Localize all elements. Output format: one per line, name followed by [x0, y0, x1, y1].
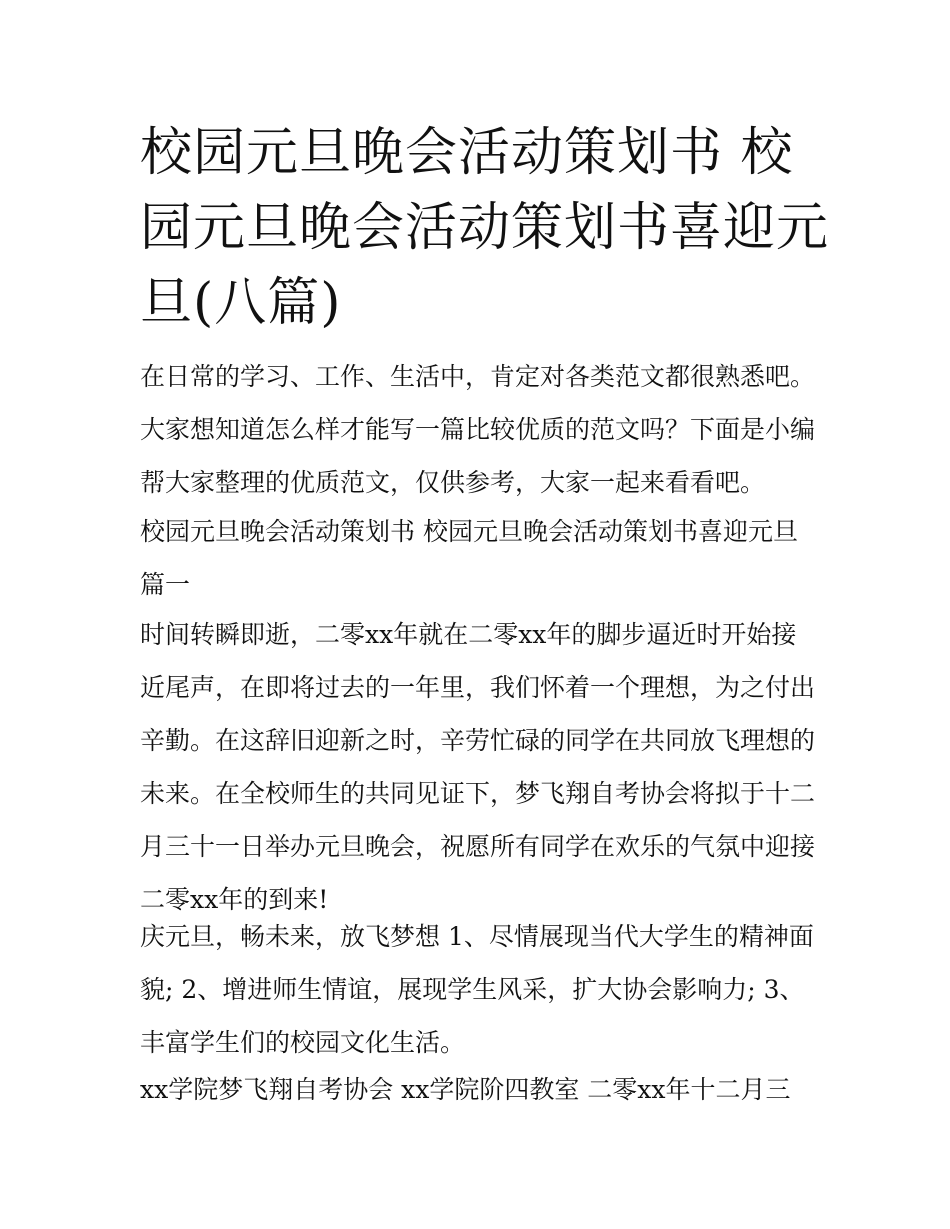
document-title: 校园元旦晚会活动策划书 校园元旦晚会活动策划书喜迎元旦(八篇)	[140, 123, 830, 333]
body-paragraph: 时间转瞬即逝，二零xx年就在二零xx年的脚步逼近时开始接近尾声，在即将过去的一年里，我们怀着一个理想，为之付出辛勤。在这辞旧迎新之时，辛劳忙碌的同学在共同放飞理想的未来。在全校师生的共同见证下，梦飞翔自考协会将拟于十二月三十一日举办元旦晚会，祝愿所有同学在欢乐的气氛中迎接二零xx年的到来!	[140, 620, 816, 914]
section-heading: 校园元旦晚会活动策划书 校园元旦晚会活动策划书喜迎元旦篇一	[140, 517, 798, 599]
theme-paragraph: 庆元旦，畅未来，放飞梦想 1、尽情展现当代大学生的精神面貌; 2、增进师生情谊，展现学生风采，扩大协会影响力; 3、丰富学生们的校园文化生活。	[140, 922, 814, 1057]
info-paragraph: xx学院梦飞翔自考协会 xx学院阶四教室 二零xx年十二月三	[140, 1075, 791, 1104]
intro-paragraph: 在日常的学习、工作、生活中，肯定对各类范文都很熟悉吧。大家想知道怎么样才能写一篇比较优质的范文吗？下面是小编帮大家整理的优质范文，仅供参考，大家一起来看看吧。	[140, 362, 816, 497]
